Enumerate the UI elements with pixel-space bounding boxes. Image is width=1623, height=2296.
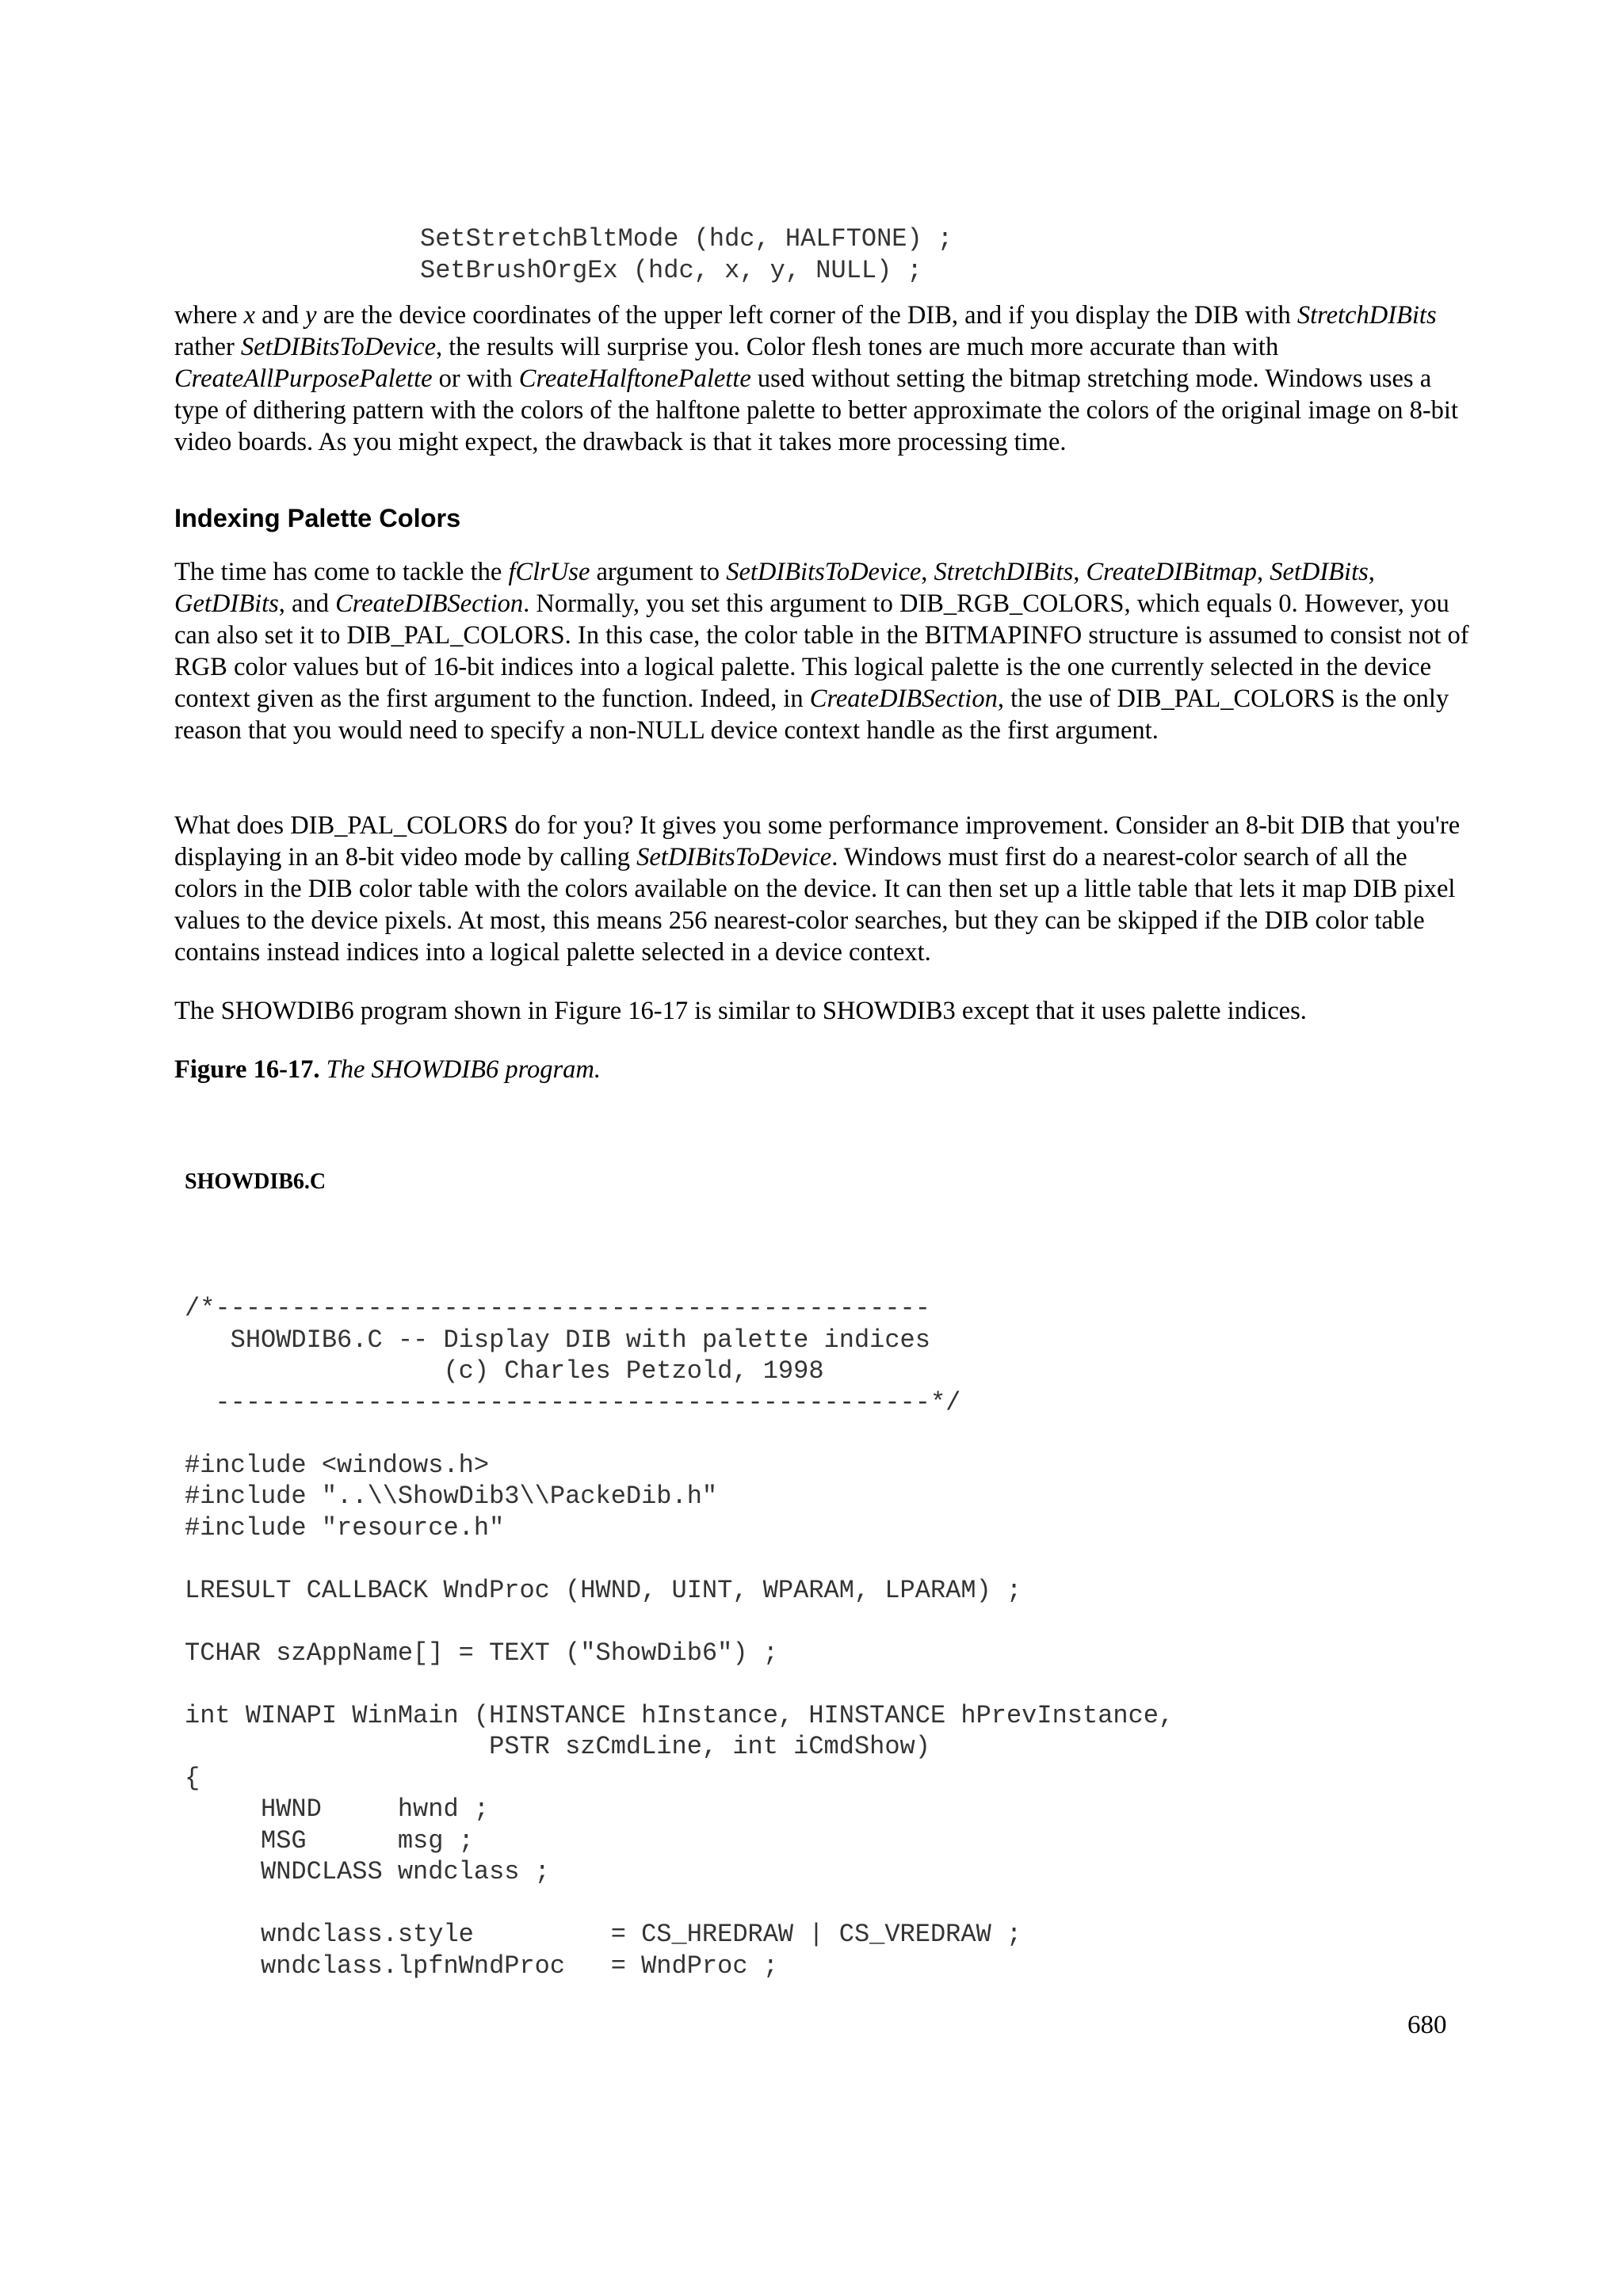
italic-term: CreateHalftonePalette xyxy=(518,364,751,393)
italic-term: StretchDIBits xyxy=(1296,301,1437,330)
code-snippet-stretch-mode: SetStretchBltMode (hdc, HALFTONE) ; SetBrushOrgEx (hdc, x, y, NULL) ; xyxy=(420,224,953,285)
italic-term: fClrUse xyxy=(508,558,590,586)
paragraph-fclruse-argument: The time has come to tackle the fClrUse argument to SetDIBitsToDevice, StretchDIBits, CreateDIBitmap, SetDIBits, GetDIBits, and CreateDIBSection. Normally, you set this argument to DIB_RGB_COLORS, which equals 0. However, you can also set it to DIB_PAL_COLORS. In this case, the color table in the BITMAPINFO structure is assumed to consist not of RGB color values but of 16-bit indices into a logical palette. This logical palette is the one currently selected in the device context given as the first argument to the function. Indeed, in CreateDIBSection, the use of DIB_PAL_COLORS is the only reason that you would need to specify a non-NULL device context handle as the first argument. xyxy=(174,558,1469,745)
italic-term: CreateDIBSection xyxy=(809,685,998,713)
figure-number: Figure 16-17. xyxy=(174,1055,320,1084)
figure-title: The SHOWDIB6 program. xyxy=(326,1055,601,1084)
italic-term: y xyxy=(305,301,317,330)
italic-term: CreateDIBitmap xyxy=(1086,558,1257,586)
source-code-listing: /*----------------------------------------------- SHOWDIB6.C -- Display DIB with palette indices (c) Charles Petzold, 1998 -----------------------------------------------*/ #include <windows.h> #include "..\\ShowDib3\\PackeDib.h" #include "resource.h" LRESULT CALLBACK WndProc (HWND, UINT, WPARAM, LPARAM) ; TCHAR szAppName[] = TEXT ("ShowDib6") ; int WINAPI WinMain (HINSTANCE hInstance, HINSTANCE hPrevInstance, PSTR szCmdLine, int iCmdShow) { HWND hwnd ; MSG msg ; WNDCLASS wndclass ; wndclass.style = CS_HREDRAW | CS_VREDRAW ; wndclass.lpfnWndProc = WndProc ; xyxy=(185,1294,1174,1981)
paragraph-showdib6-intro: The SHOWDIB6 program shown in Figure 16-17 is similar to SHOWDIB3 except that it uses palette indices. xyxy=(174,997,1307,1025)
paragraph-pal-colors-benefit: What does DIB_PAL_COLORS do for you? It gives you some performance improvement. Consider an 8-bit DIB that you're displaying in an 8-bit video mode by calling SetDIBitsToDevice. Windows must first do a nearest-color search of all the colors in the DIB color table with the colors available on the device. It can then set up a little table that lets it map DIB pixel values to the device pixels. At most, this means 256 nearest-color searches, but they can be skipped if the DIB color table contains instead indices into a logical palette selected in a device context. xyxy=(174,811,1461,967)
italic-term: x xyxy=(243,301,255,330)
figure-caption xyxy=(174,1054,601,1085)
section-heading: Indexing Palette Colors xyxy=(174,504,461,532)
page-number: 680 xyxy=(1407,2011,1447,2039)
source-filename: SHOWDIB6.C xyxy=(185,1169,327,1194)
italic-term: CreateAllPurposePalette xyxy=(174,364,433,393)
paragraph-halftone-result: where x and y are the device coordinates of the upper left corner of the DIB, and if you display the DIB with StretchDIBits rather SetDIBitsToDevice, the results will surprise you. Color flesh tones are much more accurate than with CreateAllPurposePalette or with CreateHalftonePalette used without setting the bitmap stretching mode. Windows uses a type of dithering pattern with the colors of the halftone palette to better approximate the colors of the original image on 8-bit video boards. As you might expect, the drawback is that it takes more processing time. xyxy=(174,301,1458,456)
italic-term: StretchDIBits xyxy=(934,558,1074,586)
italic-term: GetDIBits xyxy=(174,589,279,618)
italic-term: SetDIBits xyxy=(1270,558,1369,586)
italic-term: SetDIBitsToDevice xyxy=(636,843,832,871)
italic-term: SetDIBitsToDevice xyxy=(726,558,922,586)
italic-term: SetDIBitsToDevice xyxy=(240,333,437,361)
italic-term: CreateDIBSection xyxy=(335,589,524,618)
